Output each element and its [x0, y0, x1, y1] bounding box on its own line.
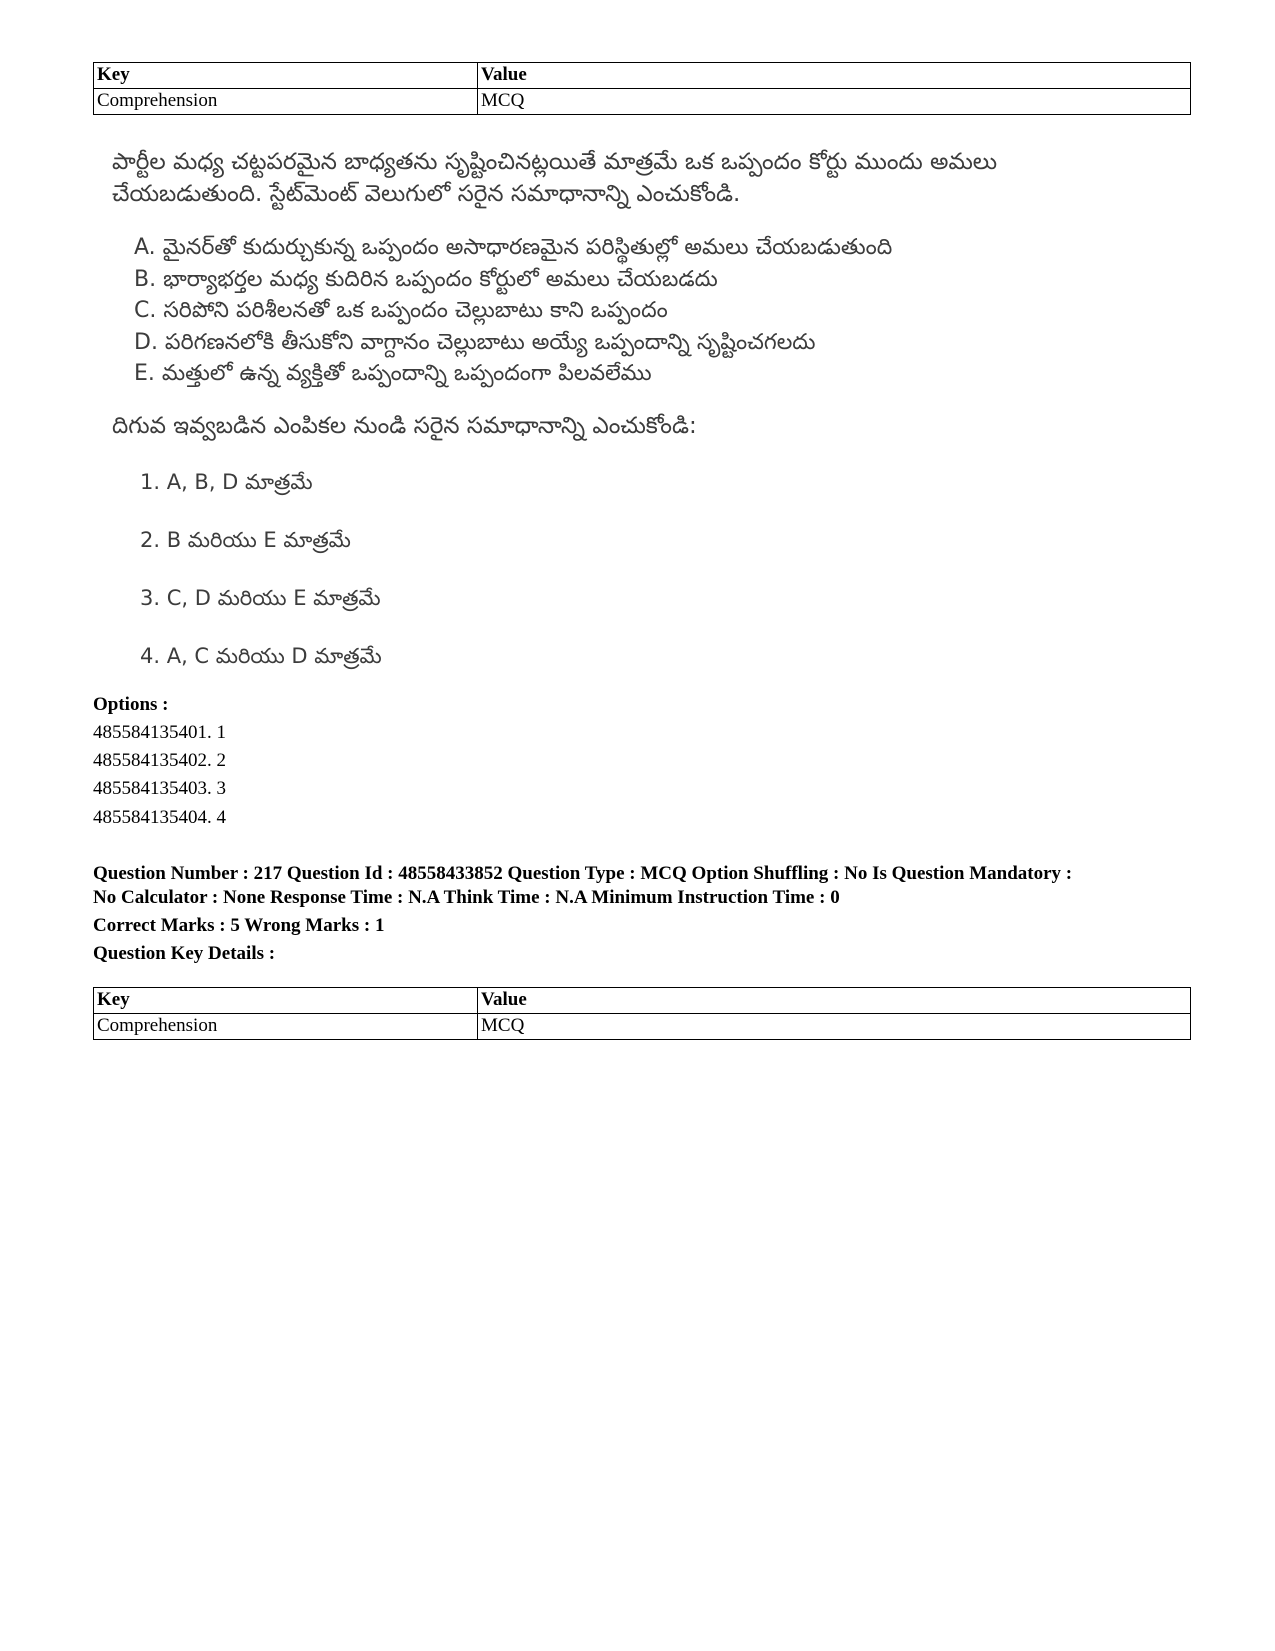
answer-choice-list	[140, 468, 382, 700]
marks-line: Correct Marks : 5 Wrong Marks : 1	[93, 915, 385, 936]
question-stem: పార్టీల మధ్య చట్టపరమైన బాధ్యతను సృష్టించినట్లయితే మాత్రమే ఒక ఒప్పందం కోర్టు ముందు అమలు చేయబడుతుంది. స్టేట్‌మెంట్ వెలుగులో సరైన సమాధానాన్ని ఎంచుకోండి.	[112, 149, 998, 207]
statement-list	[134, 232, 1104, 390]
option-item: 485584135401. 1	[93, 722, 226, 743]
key-cell: Comprehension	[94, 89, 478, 115]
table-header-row	[94, 63, 1191, 89]
value-cell: MCQ	[478, 1014, 1191, 1040]
question-key-table	[93, 987, 1191, 1040]
options-title: Options :	[93, 694, 169, 715]
answer-choice: 2. B మరియు E మాత్రమే	[140, 528, 351, 552]
value-cell: MCQ	[478, 89, 1191, 115]
value-header: Value	[478, 63, 1191, 89]
option-item: 485584135404. 4	[93, 807, 226, 828]
table-row	[94, 89, 1191, 115]
statement-item: D. పరిగణనలోకి తీసుకోని వాగ్దానం చెల్లుబాటు అయ్యే ఒప్పందాన్ని సృష్టించగలదు	[134, 329, 816, 355]
value-header: Value	[478, 988, 1191, 1014]
answer-choice: 3. C, D మరియు E మాత్రమే	[140, 586, 381, 610]
statement-item: C. సరిపోని పరిశీలనతో ఒక ఒప్పందం చెల్లుబాటు కాని ఒప్పందం	[134, 298, 668, 323]
table-row	[94, 1014, 1191, 1040]
question-meta-line1: Question Number : 217 Question Id : 48558433852 Question Type : MCQ Option Shuffling : No Is Question Mandatory :	[93, 863, 1073, 884]
option-item: 485584135403. 3	[93, 778, 226, 799]
key-cell: Comprehension	[94, 1014, 478, 1040]
statement-item: A. మైనర్‌తో కుదుర్చుకున్న ఒప్పందం అసాధారణమైన పరిస్థితుల్లో అమలు చేయబడుతుంది	[134, 235, 893, 260]
question-image	[108, 138, 1108, 678]
statement-item: B. భార్యాభర్తల మధ్య కుదిరిన ఒప్పందం కోర్టులో అమలు చేయబడదు	[134, 266, 718, 292]
key-details-title: Question Key Details :	[93, 943, 276, 964]
answer-choice: 4. A, C మరియు D మాత్రమే	[140, 644, 382, 668]
question-key-table	[93, 62, 1191, 115]
key-header: Key	[94, 988, 478, 1014]
key-header: Key	[94, 63, 478, 89]
table-header-row	[94, 988, 1191, 1014]
answer-choice: 1. A, B, D మాత్రమే	[140, 470, 313, 494]
question-instruction: దిగువ ఇవ్వబడిన ఎంపికల నుండి సరైన సమాధానాన్ని ఎంచుకోండి:	[112, 413, 697, 439]
option-item: 485584135402. 2	[93, 750, 226, 771]
statement-item: E. మత్తులో ఉన్న వ్యక్తితో ఒప్పందాన్ని ఒప్పందంగా పిలవలేము	[134, 361, 652, 386]
question-meta-line2: No Calculator : None Response Time : N.A Think Time : N.A Minimum Instruction Time : 0	[93, 887, 840, 908]
